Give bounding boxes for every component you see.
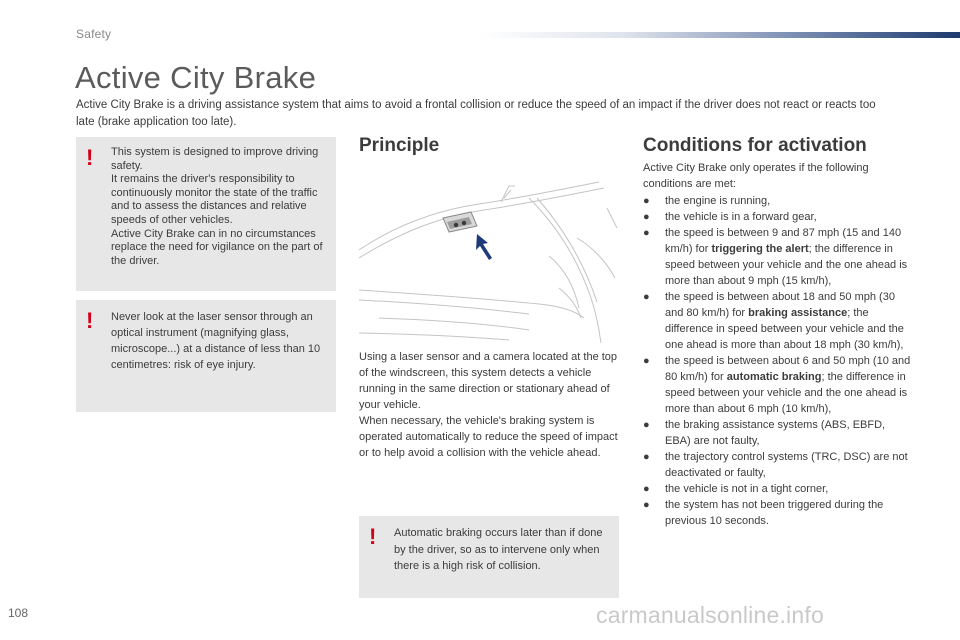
list-item: ● the braking assistance systems (ABS, EBFD, EBA) are not faulty, <box>643 419 886 447</box>
conditions-intro: Active City Brake only operates if the following conditions are met: <box>643 162 869 190</box>
list-item: ● the vehicle is in a forward gear, <box>643 211 817 223</box>
bullet-icon: ● <box>643 419 650 431</box>
bullet-icon: ● <box>643 195 650 207</box>
bullet-icon: ● <box>643 355 650 367</box>
bullet-icon: ● <box>643 291 650 303</box>
bullet-icon: ● <box>643 227 650 239</box>
warning-box-automatic-braking <box>359 516 619 598</box>
warning-box-laser <box>76 300 336 412</box>
intro-paragraph: Active City Brake is a driving assistance system that aims to avoid a frontal collision or reduce the speed of an impact if the driver does not react or reacts too late (brake application too late). <box>76 99 876 128</box>
conditions-list <box>643 193 913 529</box>
conditions-heading: Conditions for activation <box>643 135 867 156</box>
bullet-icon: ● <box>643 211 650 223</box>
section-label: Safety <box>76 27 112 41</box>
list-item: ● the vehicle is not in a tight corner, <box>643 483 829 495</box>
header-accent-bar <box>480 32 960 38</box>
list-item: ● the speed is between 9 and 87 mph (15 and 140 km/h) for triggering the alert; the difference in speed between your vehicle and the one ahead is more than about 9 mph (15 km/h), <box>643 227 908 287</box>
exclamation-icon: ! <box>86 308 94 333</box>
bullet-icon: ● <box>643 499 650 511</box>
pointer-arrow-icon <box>476 234 492 260</box>
principle-heading: Principle <box>359 135 440 156</box>
list-item: ● the trajectory control systems (TRC, DSC) are not deactivated or faulty, <box>643 451 908 479</box>
exclamation-icon: ! <box>369 524 377 549</box>
warning-text: This system is designed to improve driving safety. It remains the driver's responsibility to continuously monitor the state of the traffic and to assess the distances and relative speeds of other vehicles. Active City Brake can in no circumstances replace the need for vigilance on the part of the driver. <box>111 146 323 267</box>
bullet-icon: ● <box>643 483 650 495</box>
list-item: ● the engine is running, <box>643 195 771 207</box>
list-item: ● the system has not been triggered during the previous 10 seconds. <box>643 499 884 527</box>
exclamation-icon: ! <box>86 145 94 170</box>
watermark: carmanualsonline.info <box>596 602 824 628</box>
windscreen-sensor-illustration <box>359 168 619 343</box>
principle-text: Using a laser sensor and a camera located at the top of the windscreen, this system detects a vehicle running in the same direction or stationary ahead of your vehicle. When necessary, the vehicle's braking system is operated automatically to reduce the speed of impact or to help avoid a collision with the vehicle ahead. <box>359 351 618 459</box>
list-item: ● the speed is between about 6 and 50 mph (10 and 80 km/h) for automatic braking; the difference in speed between your vehicle and the one ahead is more than about 6 mph (10 km/h), <box>643 355 911 415</box>
bullet-icon: ● <box>643 451 650 463</box>
warning-text: Never look at the laser sensor through an optical instrument (magnifying glass, microscope...) at a distance of less than 10 centimetres: risk of eye injury. <box>111 311 321 371</box>
warning-text: Automatic braking occurs later than if done by the driver, so as to intervene only when there is a high risk of collision. <box>394 527 603 572</box>
page-number: 108 <box>8 606 29 620</box>
page-title: Active City Brake <box>75 60 317 95</box>
warning-box-driver-safety <box>76 137 336 291</box>
list-item: ● the speed is between about 18 and 50 mph (30 and 80 km/h) for braking assistance; the difference in speed between your vehicle and the one ahead is more than about 18 mph (30 km/h), <box>643 291 904 351</box>
